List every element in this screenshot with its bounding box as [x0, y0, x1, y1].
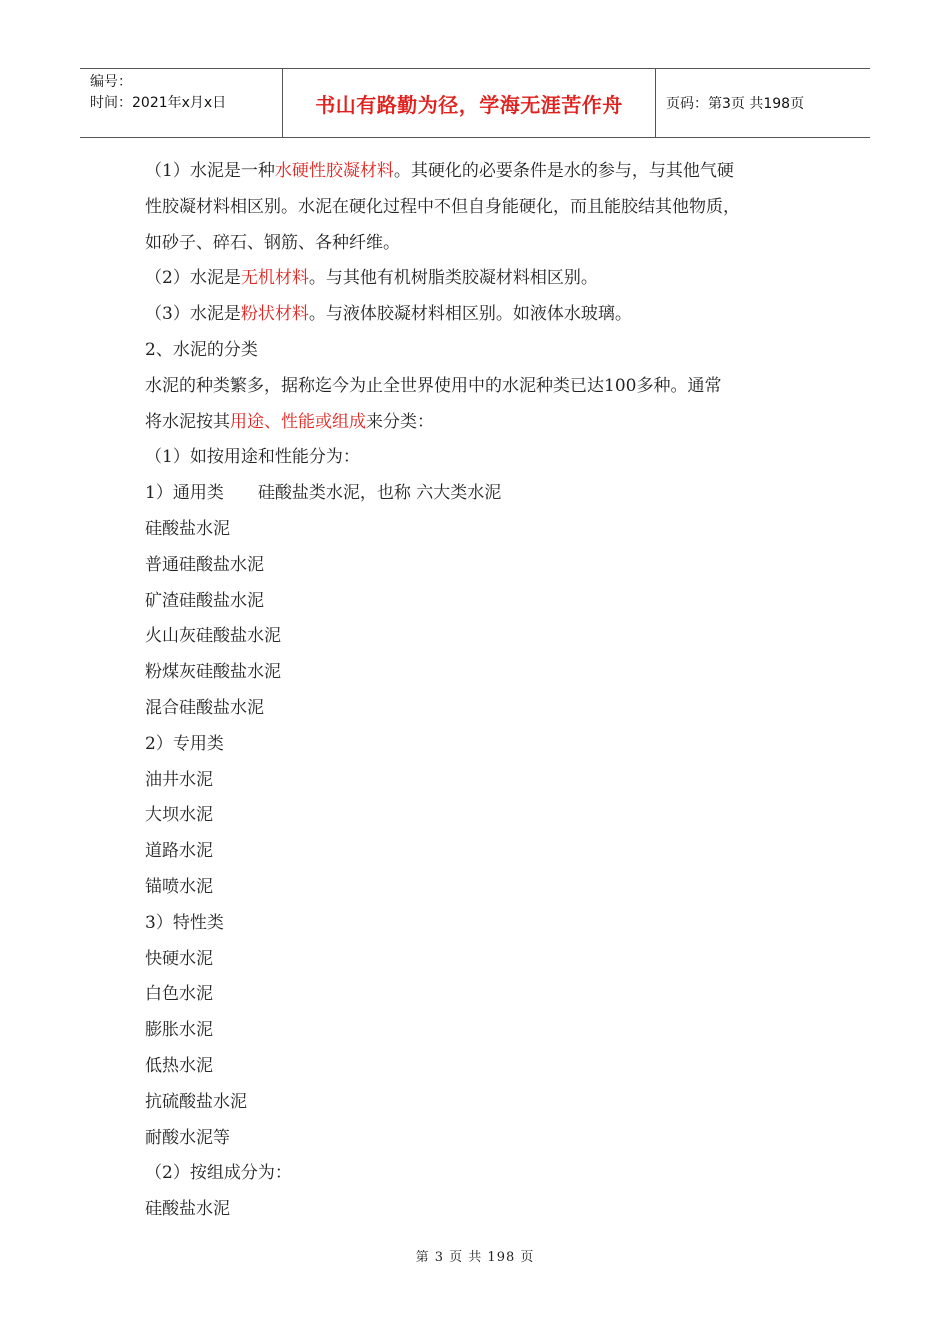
header-page-code: 页码：第3页 共198页 — [666, 96, 805, 112]
highlight-text: 粉状材料 — [240, 304, 309, 325]
general-category-heading: 1）通用类 硅酸盐类水泥，也称 六大类水泥 — [145, 483, 502, 504]
text-run: 。与其他有机树脂类胶凝材料相区别。 — [308, 268, 598, 289]
text-run: 将水泥按其 — [145, 411, 230, 432]
highlight-text: 用途、性能或组成 — [230, 411, 366, 432]
paragraph-3 — [145, 297, 825, 333]
classification-intro: （1）如按用途和性能分为： — [145, 447, 360, 468]
special-category-heading: 2）专用类 — [145, 733, 224, 754]
text-run: 来分类： — [366, 411, 434, 432]
doc-number-label: 编号： — [90, 74, 132, 90]
list-item: 道路水泥 — [145, 841, 213, 862]
doc-time-label: 时间：2021年x月x日 — [90, 95, 227, 111]
paragraph-4-line-1: 水泥的种类繁多，据称迄今为止全世界使用中的水泥种类已达100多种。通常 — [145, 375, 722, 396]
list-item: 火山灰硅酸盐水泥 — [145, 626, 281, 647]
section-heading: 2、水泥的分类 — [145, 339, 258, 360]
list-item: 普通硅酸盐水泥 — [145, 554, 264, 575]
list-item: 低热水泥 — [145, 1055, 213, 1076]
paragraph-1-line-1 — [145, 154, 825, 190]
highlight-text: 无机材料 — [240, 268, 309, 289]
paragraph-1-line-3: 如砂子、碎石、钢筋、各种纤维。 — [145, 232, 400, 253]
list-item: 矿渣硅酸盐水泥 — [145, 590, 264, 611]
list-item: 油井水泥 — [145, 769, 213, 790]
header-motto: 书山有路勤为径，学海无涯苦作舟 — [282, 69, 656, 137]
list-item: 抗硫酸盐水泥 — [145, 1091, 247, 1112]
text-run: （2）水泥是 — [145, 268, 241, 289]
paragraph-4-line-2 — [145, 405, 825, 441]
list-item: 硅酸盐水泥 — [145, 1199, 230, 1220]
page-header — [80, 68, 870, 138]
property-category-heading: 3）特性类 — [145, 912, 224, 933]
list-item: 白色水泥 — [145, 984, 213, 1005]
text-run: 。与液体胶凝材料相区别。如液体水玻璃。 — [308, 304, 632, 325]
list-item: 快硬水泥 — [145, 948, 213, 969]
list-item: 硅酸盐水泥 — [145, 518, 230, 539]
paragraph-1-line-2: 性胶凝材料相区别。水泥在硬化过程中不但自身能硬化，而且能胶结其他物质， — [145, 196, 740, 217]
page-footer: 第 3 页 共 198 页 — [415, 1250, 535, 1265]
list-item: 锚喷水泥 — [145, 876, 213, 897]
list-item: 膨胀水泥 — [145, 1020, 213, 1041]
list-item: 混合硅酸盐水泥 — [145, 697, 264, 718]
text-run: （1）水泥是一种 — [145, 161, 275, 181]
text-run: （3）水泥是 — [145, 304, 241, 325]
list-item: 大坝水泥 — [145, 805, 213, 826]
list-item: 耐酸水泥等 — [145, 1127, 230, 1148]
text-run: 。其硬化的必要条件是水的参与，与其他气硬 — [393, 161, 734, 181]
highlight-text: 水硬性胶凝材料 — [274, 161, 394, 181]
composition-intro: （2）按组成分为： — [145, 1163, 292, 1184]
document-body — [145, 154, 825, 1228]
list-item: 粉煤灰硅酸盐水泥 — [145, 662, 281, 683]
header-meta — [80, 69, 282, 137]
paragraph-2 — [145, 261, 825, 297]
